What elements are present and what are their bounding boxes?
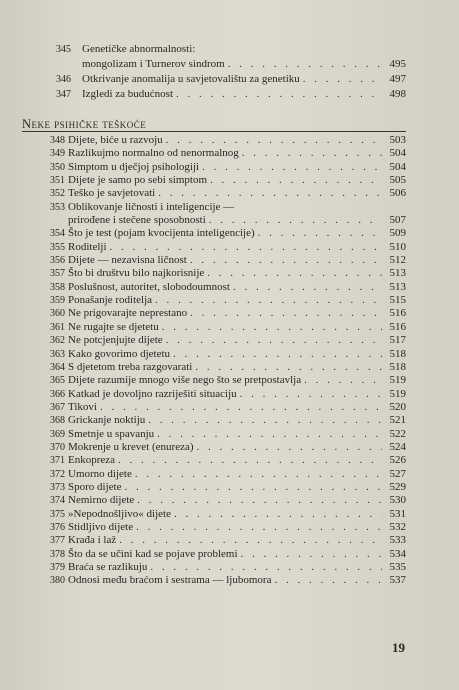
entry-page: 531 [389, 507, 406, 520]
entry-number: 345 [56, 44, 71, 55]
dot-leader [116, 534, 382, 547]
entry-page: 510 [389, 240, 406, 253]
entry-page: 519 [389, 374, 406, 387]
entry-page: 522 [389, 427, 406, 440]
dot-leader [301, 374, 382, 387]
entry-number: 380 [50, 575, 65, 587]
entry-page: 532 [389, 520, 406, 533]
entry-title: Što da se učini kad se pojave problemi [68, 547, 238, 560]
entry-title: Genetičke abnormalnosti: [82, 43, 196, 55]
entry-number: 372 [50, 468, 65, 480]
entry-page: 535 [389, 561, 406, 573]
toc-entry [50, 334, 406, 347]
dot-leader [237, 388, 382, 401]
toc-entry [50, 267, 406, 280]
dot-leader [145, 414, 382, 427]
entry-number: 346 [56, 74, 71, 85]
entry-page: 509 [389, 227, 406, 240]
entry-title: Odnosi među braćom i sestrama — ljubomora [68, 574, 272, 587]
toc-entry [50, 388, 406, 401]
entry-title: Dijete — nezavisna ličnost [68, 254, 187, 267]
toc-entry [50, 201, 406, 214]
dot-leader [107, 241, 383, 254]
entry-number: 353 [50, 201, 65, 213]
entry-page: 533 [389, 534, 406, 547]
entry-number: 365 [50, 375, 65, 387]
entry-title: Dijete je samo po sebi simptom [68, 174, 208, 187]
entry-page: 515 [389, 294, 406, 307]
entry-title: Poslušnost, autoritet, slobodoumnost [68, 280, 230, 293]
entry-page: 505 [389, 174, 406, 187]
entry-title: S djetetom treba razgovarati [68, 360, 193, 373]
entry-title: Enkopreza [68, 454, 116, 467]
dot-leader [173, 87, 382, 102]
entry-page: 506 [389, 187, 406, 200]
entry-title: Što je test (pojam kvocijenta inteligencije) [68, 227, 255, 240]
dot-leader [300, 72, 382, 87]
dot-leader [121, 481, 382, 494]
toc-entry-continuation [56, 57, 406, 72]
entry-number: 373 [50, 481, 65, 493]
entry-title: Teško je savjetovati [68, 187, 156, 200]
entry-title: Dijete razumije mnogo više nego što se pretpostavlja [68, 374, 302, 387]
toc-entry [50, 494, 406, 507]
dot-leader [171, 508, 382, 521]
dot-leader [271, 574, 382, 587]
entry-number: 360 [50, 308, 65, 320]
dot-leader [255, 227, 382, 240]
entry-number: 375 [50, 508, 65, 520]
entry-number: 370 [50, 441, 65, 453]
entry-number: 349 [50, 148, 65, 160]
dot-leader [238, 548, 382, 561]
dot-leader [207, 174, 382, 187]
entry-page: 520 [389, 400, 406, 413]
toc-entry [50, 294, 406, 307]
entry-number: 367 [50, 401, 65, 413]
entry-number: 368 [50, 415, 65, 427]
entry-number: 374 [50, 495, 65, 507]
page-number: 19 [392, 640, 405, 655]
entry-title: Ponašanje roditelja [68, 294, 153, 307]
entry-page: 504 [389, 147, 406, 160]
dot-leader [187, 254, 382, 267]
toc-list [50, 134, 406, 588]
entry-title-continuation: mongolizam i Turnerov sindrom [82, 58, 225, 70]
dot-leader [163, 134, 382, 147]
entry-page: 529 [389, 480, 406, 493]
entry-title: Razlikujmo normalno od nenormalnog [68, 147, 239, 160]
entry-title: Dijete, biće u razvoju [68, 134, 163, 146]
entry-number: 355 [50, 241, 65, 253]
entry-page: 534 [389, 547, 406, 560]
dot-leader [230, 281, 382, 294]
entry-page: 518 [389, 347, 406, 360]
entry-number: 352 [50, 188, 65, 200]
toc-entry [50, 254, 406, 267]
entry-page: 497 [389, 73, 406, 85]
entry-title: Roditelji [68, 240, 107, 253]
entry-title: Ne potcjenjujte dijete [68, 334, 163, 347]
toc-entry [56, 42, 406, 57]
dot-leader [97, 401, 382, 414]
entry-number: 357 [50, 268, 65, 280]
entry-title: Stidljivo dijete [68, 520, 134, 533]
entry-page: 516 [389, 320, 406, 333]
entry-number: 379 [50, 562, 65, 573]
dot-leader [154, 428, 382, 441]
entry-title: Sporo dijete [68, 480, 122, 493]
entry-page: 521 [389, 414, 406, 427]
dot-leader [134, 494, 382, 507]
entry-number: 359 [50, 295, 65, 307]
entry-number: 350 [50, 161, 65, 173]
entry-number: 378 [50, 548, 65, 560]
entry-page: 495 [389, 58, 406, 70]
entry-page: 513 [389, 280, 406, 293]
toc-entry [50, 548, 406, 561]
toc-entry [50, 521, 406, 534]
entry-title: Mokrenje u krevet (enureza) [68, 440, 194, 453]
entry-page: 516 [389, 307, 406, 320]
toc-entry [50, 481, 406, 494]
toc-entry [50, 374, 406, 387]
toc-entry [50, 307, 406, 320]
toc-entry [50, 348, 406, 361]
entry-number: 363 [50, 348, 65, 360]
toc-entry [50, 161, 406, 174]
toc-entry [56, 87, 406, 102]
entry-title: Izgledi za budućnost [82, 88, 174, 100]
entry-page: 503 [389, 134, 406, 146]
toc-entry [50, 134, 406, 147]
entry-title: Grickanje noktiju [68, 414, 146, 427]
entry-number: 351 [50, 175, 65, 187]
entry-number: 377 [50, 535, 65, 547]
toc-entry [50, 414, 406, 427]
entry-number: 354 [50, 228, 65, 240]
entry-title: Krađa i laž [68, 534, 117, 547]
toc-entry [50, 428, 406, 441]
entry-page: 527 [389, 467, 406, 480]
entry-number: 364 [50, 361, 65, 373]
entry-title: Braća se razlikuju [68, 561, 148, 573]
toc-entry [50, 574, 406, 587]
toc-entry [50, 174, 406, 187]
dot-leader [163, 334, 382, 347]
entry-title: Katkad je dovoljno razriješiti situaciju [68, 387, 237, 400]
entry-page: 519 [389, 387, 406, 400]
entry-page: 504 [389, 160, 406, 173]
entry-page: 524 [389, 440, 406, 453]
entry-page: 526 [389, 454, 406, 467]
entry-page: 530 [389, 494, 406, 507]
entry-page: 498 [389, 88, 406, 100]
dot-leader [194, 441, 382, 454]
entry-number: 358 [50, 281, 65, 293]
entry-page: 518 [389, 360, 406, 373]
toc-entry [50, 468, 406, 481]
entry-number: 347 [56, 89, 71, 100]
entry-title: Oblikovanje ličnosti i inteligencije — [68, 200, 235, 213]
toc-entry [50, 454, 406, 467]
toc-entry [50, 534, 406, 547]
entry-page: 512 [389, 254, 406, 267]
toc-entry [50, 508, 406, 521]
entry-title-continuation: prirođene i stečene sposobnosti [68, 214, 206, 227]
entry-page: 507 [389, 214, 406, 227]
toc-entry [50, 147, 406, 160]
dot-leader [225, 57, 382, 72]
dot-leader [115, 454, 382, 467]
toc-entry [50, 321, 406, 334]
entry-title: Simptom u dječjoj psihologiji [68, 160, 200, 173]
toc-entry [50, 441, 406, 454]
entry-number: 356 [50, 255, 65, 267]
entry-number: 348 [50, 135, 65, 146]
dot-leader [204, 267, 382, 280]
toc-top-block [56, 42, 406, 102]
entry-title: Tikovi [68, 400, 97, 413]
entry-number: 376 [50, 521, 65, 533]
entry-number: 366 [50, 388, 65, 400]
dot-leader [170, 348, 382, 361]
toc-entry [50, 241, 406, 254]
entry-title: Nemirno dijete [68, 494, 135, 507]
toc-entry [50, 281, 406, 294]
toc-entry [56, 72, 406, 87]
entry-number: 369 [50, 428, 65, 440]
entry-title: Umorno dijete [68, 467, 132, 480]
dot-leader [152, 294, 382, 307]
toc-entry [50, 227, 406, 240]
dot-leader [147, 561, 382, 574]
entry-title: Kako govorimo djetetu [68, 347, 171, 360]
dot-leader [187, 307, 382, 320]
entry-title: »Nepodnošljivo« dijete [68, 507, 171, 520]
dot-leader [155, 187, 382, 200]
dot-leader [133, 521, 382, 534]
entry-page: 537 [389, 574, 406, 587]
dot-leader [192, 361, 382, 374]
section-rule [22, 131, 406, 132]
entry-page: 517 [389, 334, 406, 347]
toc-entry [50, 401, 406, 414]
toc-entry-continuation [50, 214, 406, 227]
entry-title: Ne prigovarajte neprestano [68, 307, 188, 320]
dot-leader [199, 161, 382, 174]
section-title: Neke psihičke teškoće [22, 117, 147, 131]
entry-title: Smetnje u spavanju [68, 427, 155, 440]
dot-leader [206, 214, 382, 227]
toc-entry [50, 561, 406, 574]
toc-entry [50, 361, 406, 374]
toc-entry [50, 187, 406, 200]
entry-number: 362 [50, 335, 65, 347]
dot-leader [132, 468, 382, 481]
entry-title: Ne rugajte se djetetu [68, 320, 159, 333]
entry-title: Otkrivanje anomalija u savjetovalištu za genetiku [82, 73, 300, 85]
entry-number: 371 [50, 455, 65, 467]
entry-page: 513 [389, 267, 406, 280]
entry-title: Što bi društvu bilo najkorisnije [68, 267, 205, 280]
dot-leader [239, 147, 382, 160]
entry-number: 361 [50, 321, 65, 333]
dot-leader [159, 321, 382, 334]
